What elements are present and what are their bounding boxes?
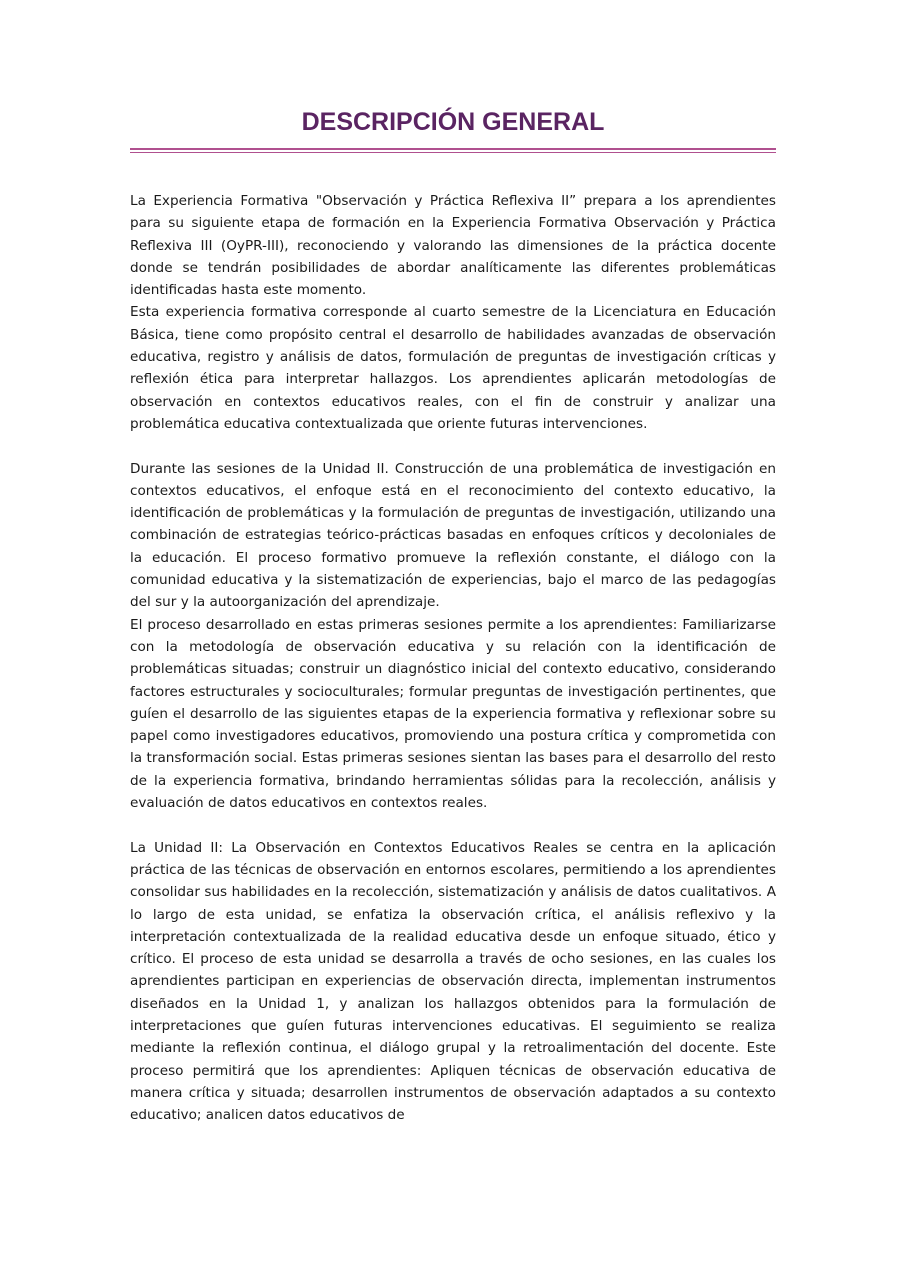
paragraph-unit-two-observation: La Unidad II: La Observación en Contextos Educativos Reales se centra en la aplicación práctica de las técnicas de observación en entornos escolares, permitiendo a los aprendientes consolidar sus habilidades en la recolección, sistematización y análisis de datos cualitativos. A lo largo de esta unidad, se enfatiza la observación crítica, el análisis reflexivo y la interpretación contextualizada de la realidad educativa desde un enfoque situado, ético y crítico. El proceso de esta unidad se desarrolla a través de ocho sesiones, en las cuales los aprendientes participan en experiencias de observación directa, implementan instrumentos diseñados en la Unidad 1, y analizan los hallazgos obtenidos para la formulación de interpretaciones que guíen futuras intervenciones educativas. El seguimiento se realiza mediante la reflexión continua, el diálogo grupal y la retroalimentación del docente. Este proceso permitirá que los aprendientes: Apliquen técnicas de observación educativa de manera crítica y situada; desarrollen instrumentos de observación adaptados a su contexto educativo; analicen datos educativos de: [130, 839, 776, 1124]
paragraph-process: El proceso desarrollado en estas primeras sesiones permite a los aprendientes: Familiarizarse con la metodología de observación educativa y su relación con la identificación de problemáticas situadas; construir un diagnóstico inicial del contexto educativo, considerando factores estructurales y socioculturales; formular preguntas de investigación pertinentes, que guíen el desarrollo de las siguientes etapas de la experiencia formativa y reflexionar sobre su papel como investigadores educativos, promoviendo una postura crítica y comprometida con la transformación social. Estas primeras sesiones sientan las bases para el desarrollo del resto de la experiencia formativa, brindando herramientas sólidas para la recolección, análisis y evaluación de datos educativos en contextos reales.: [130, 616, 776, 812]
paragraph-purpose: Esta experiencia formativa corresponde al cuarto semestre de la Licenciatura en Educación Básica, tiene como propósito central el desarrollo de habilidades avanzadas de observación educativa, registro y análisis de datos, formulación de preguntas de investigación críticas y reflexión ética para interpretar hallazgos. Los aprendientes aplicarán metodologías de observación en contextos educativos reales, con el fin de construir y analizar una problemática educativa contextualizada que oriente futuras intervenciones.: [130, 304, 776, 432]
page-title: DESCRIPCIÓN GENERAL: [301, 108, 605, 136]
title-underline: [130, 148, 776, 154]
title-underline-thick: [130, 148, 776, 150]
title-underline-thin: [130, 152, 776, 153]
document-body: [130, 190, 776, 1126]
paragraph-unit-two-sessions: Durante las sesiones de la Unidad II. Construcción de una problemática de investigación en contextos educativos, el enfoque está en el reconocimiento del contexto educativo, la identificación de problemáticas y la formulación de preguntas de investigación, utilizando una combinación de estrategias teórico-prácticas basadas en enfoques críticos y decoloniales de la educación. El proceso formativo promueve la reflexión constante, el diálogo con la comunidad educativa y la sistematización de experiencias, bajo el marco de las pedagogías del sur y la autoorganización del aprendizaje.: [130, 460, 776, 611]
paragraph-intro: La Experiencia Formativa "Observación y Práctica Reflexiva II” prepara a los aprendientes para su siguiente etapa de formación en la Experiencia Formativa Observación y Práctica Reflexiva III (OyPR-III), reconociendo y valorando las dimensiones de la práctica docente donde se tendrán posibilidades de abordar analíticamente las diferentes problemáticas identificadas hasta este momento.: [130, 193, 776, 299]
